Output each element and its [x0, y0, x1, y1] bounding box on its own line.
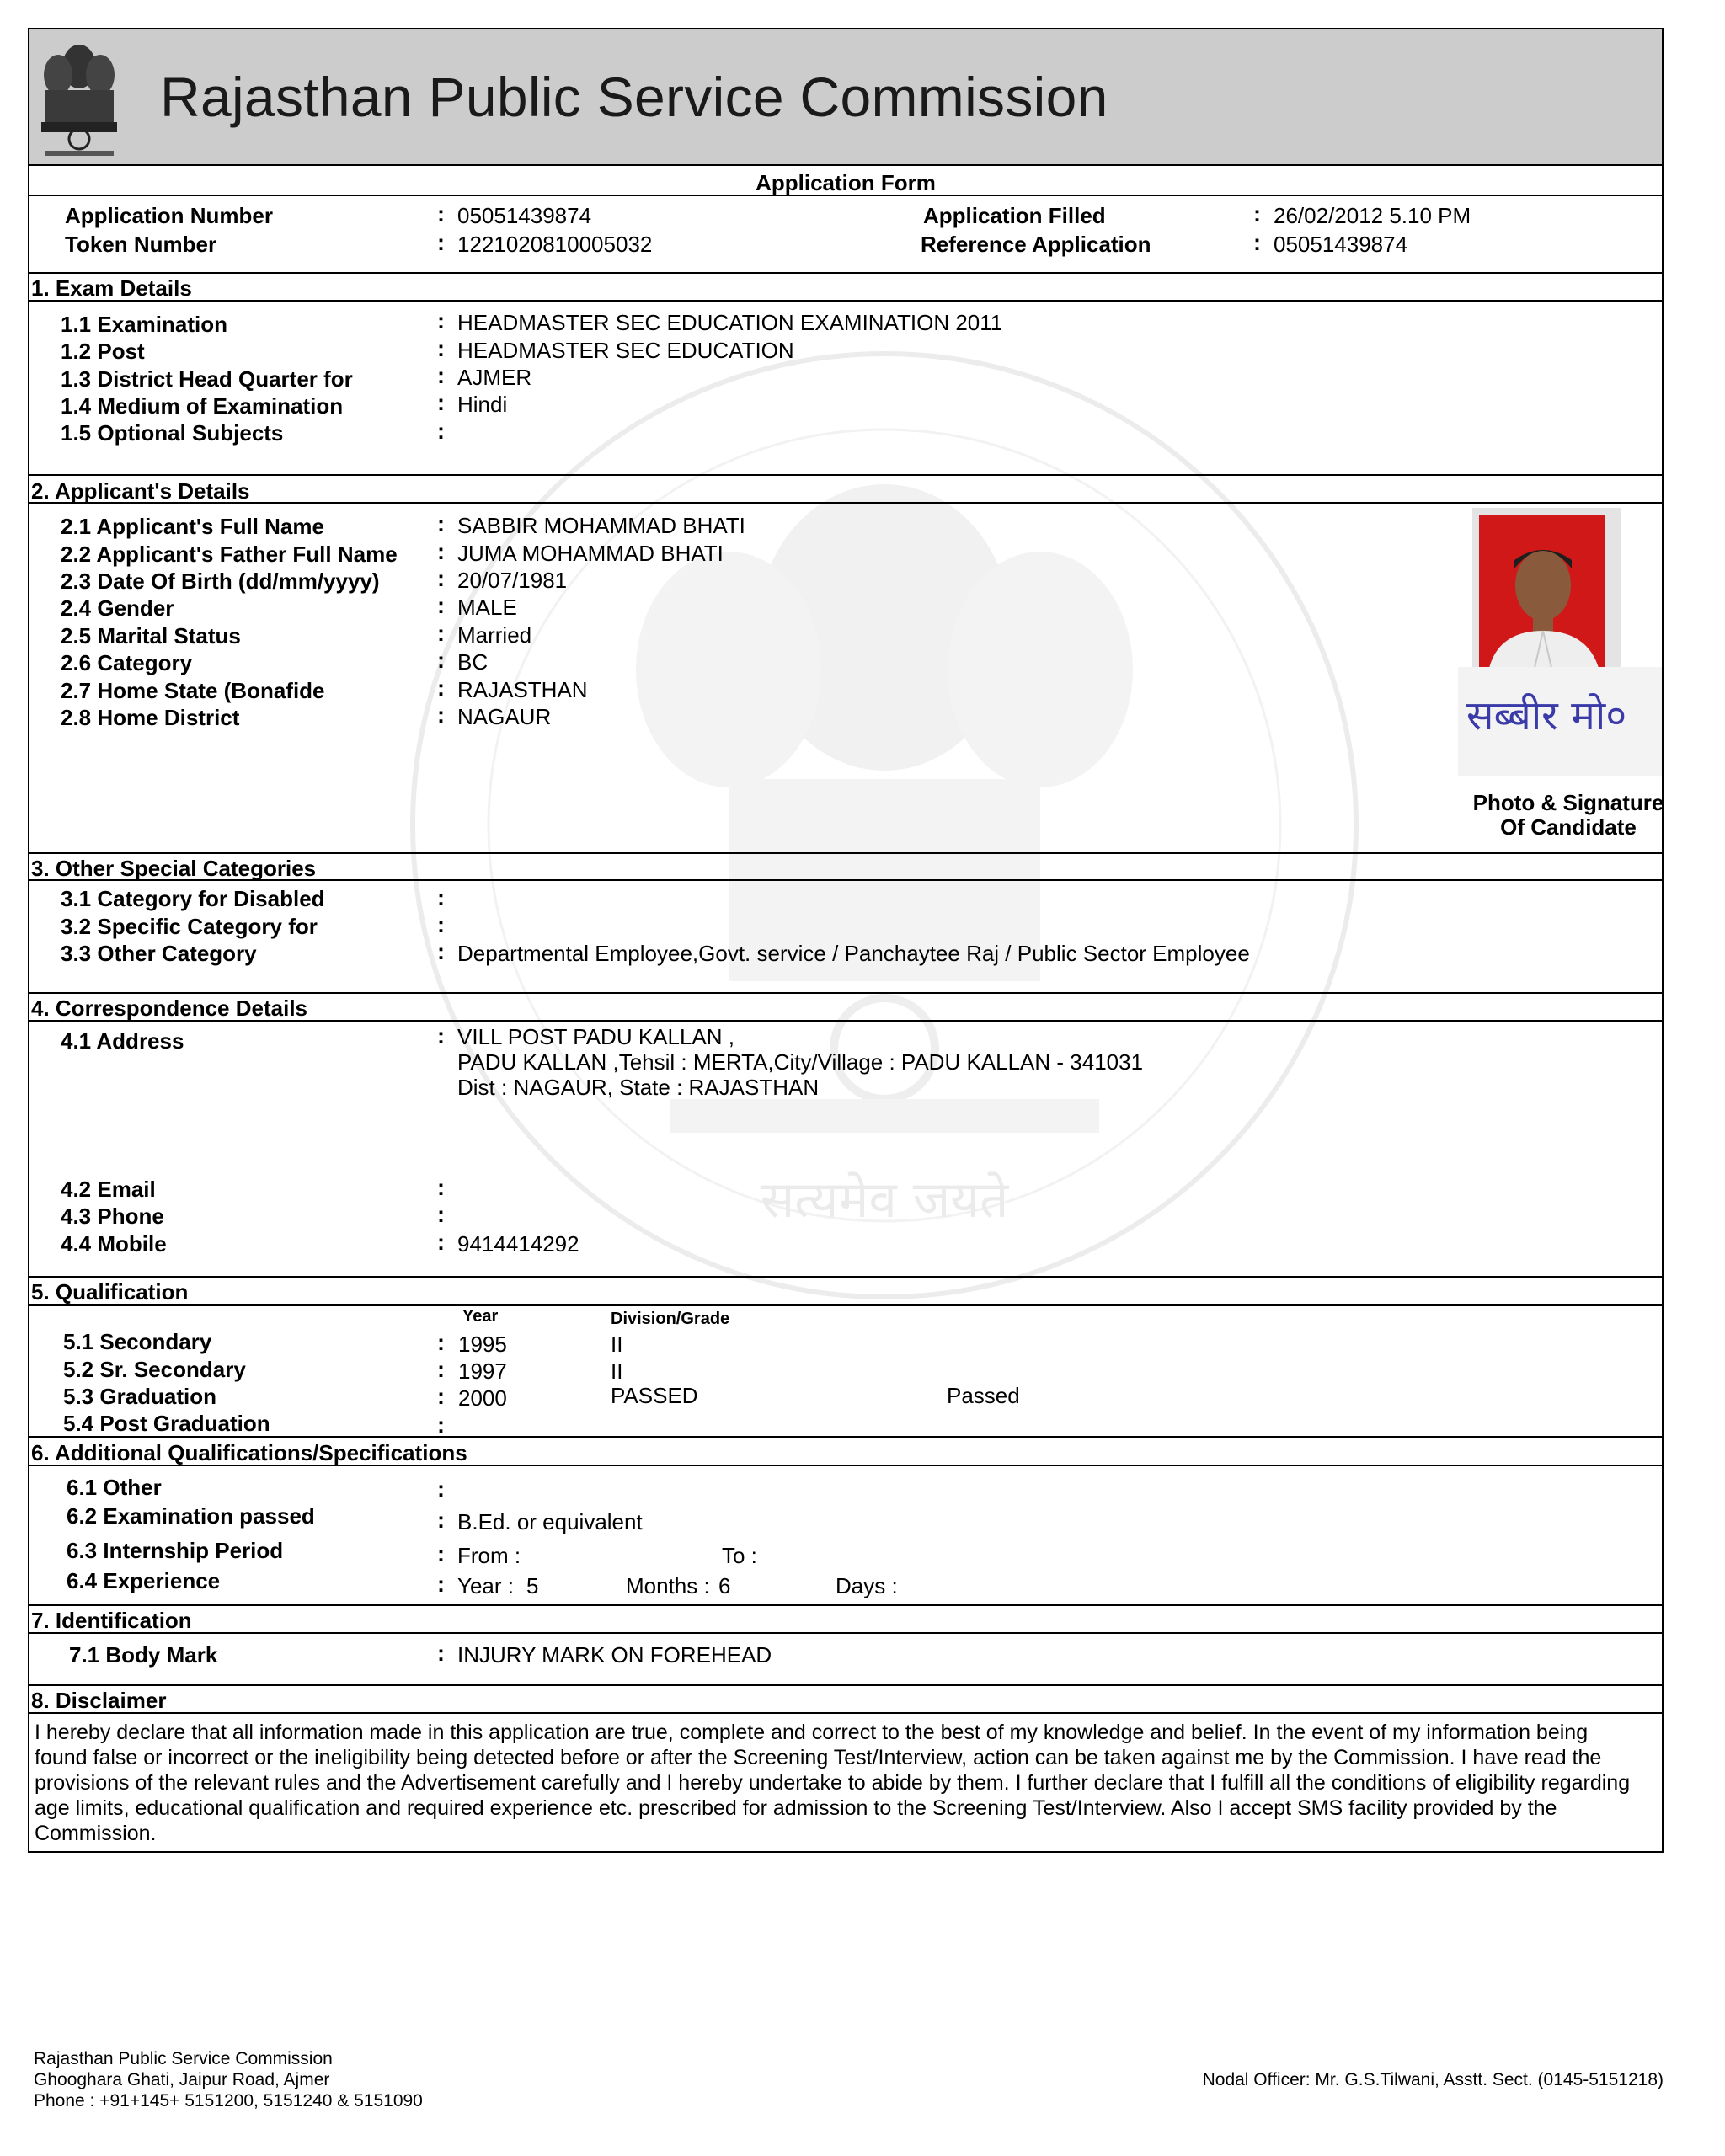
colon: :: [437, 390, 445, 415]
nodal-officer: Nodal Officer: Mr. G.S.Tilwani, Asstt. Sect. (0145-5151218): [1202, 2070, 1664, 2089]
footer-address: [34, 2048, 423, 2111]
colon: :: [437, 939, 445, 964]
experience-days-label: Days :: [836, 1573, 898, 1598]
footer-line: Phone : +91+145+ 5151200, 5151240 & 5151090: [34, 2091, 423, 2111]
experience-months-value: 6: [718, 1573, 731, 1598]
disabled-category-label: 3.1 Category for Disabled: [61, 886, 325, 911]
divider: [29, 879, 1662, 881]
address-label: 4.1 Address: [61, 1028, 184, 1054]
year-column-header: Year: [462, 1307, 499, 1326]
marital-status-value: Married: [457, 622, 532, 648]
organization-title: Rajasthan Public Service Commission: [160, 66, 1108, 128]
father-name-label: 2.2 Applicant's Father Full Name: [61, 542, 398, 567]
phone-label: 4.3 Phone: [61, 1203, 164, 1229]
divider: [29, 852, 1662, 854]
divider: [29, 1712, 1662, 1714]
page-header: [29, 29, 1662, 166]
candidate-signature: [1458, 667, 1662, 776]
other-label: 6.1 Other: [67, 1475, 162, 1500]
colon: :: [437, 885, 445, 910]
qualification-division: PASSED: [611, 1383, 698, 1408]
optional-subjects-label: 1.5 Optional Subjects: [61, 420, 284, 446]
exam-passed-value: B.Ed. or equivalent: [457, 1509, 643, 1534]
photo-caption: [1463, 791, 1674, 840]
divider: [29, 272, 1662, 274]
other-category-label: 3.3 Other Category: [61, 941, 257, 966]
footer-line: Rajasthan Public Service Commission: [34, 2049, 333, 2068]
father-name-value: JUMA MOHAMMAD BHATI: [457, 541, 724, 566]
experience-year-label: Year :: [457, 1573, 514, 1598]
emblem-icon: [33, 31, 126, 162]
colon: :: [437, 363, 445, 388]
qualification-label: 5.1 Secondary: [63, 1329, 212, 1354]
exam-passed-label: 6.2 Examination passed: [67, 1503, 315, 1529]
application-form: [28, 28, 1664, 1853]
address-line-2: PADU KALLAN ,Tehsil : MERTA,City/Village : PADU KALLAN - 341031: [457, 1049, 1144, 1075]
full-name-value: SABBIR MOHAMMAD BHATI: [457, 513, 745, 538]
experience-label: 6.4 Experience: [67, 1568, 221, 1593]
disclaimer-text: I hereby declare that all information made in this application are true, complete and correct to the best of my knowledge and belief. In the event of my information being found false or incorrect or the ineligibility being detected before or after the Screening Test/Interview, action can be taken against me by the Commission. I have read the provisions of the relevant rules and the Advertisement carefully and I hereby undertake to abide by them. I further declare that I fulfill all the conditions of eligibility regarding age limits, educational qualification and required experience etc. prescribed for admission to the Screening Test/Interview. Also I accept SMS facility provided by the Commission.: [35, 1721, 1631, 1845]
section-title-exam-details: 1. Exam Details: [31, 275, 192, 301]
post-value: HEADMASTER SEC EDUCATION: [457, 338, 794, 363]
photo-caption-line2: Of Candidate: [1500, 814, 1637, 840]
colon: :: [437, 1541, 445, 1566]
dob-value: 20/07/1981: [457, 568, 568, 593]
colon: :: [437, 1384, 445, 1409]
qualification-label: 5.4 Post Graduation: [63, 1411, 270, 1436]
colon: :: [437, 308, 445, 334]
gender-value: MALE: [457, 595, 517, 620]
examination-label: 1.1 Examination: [61, 312, 227, 337]
divider: [29, 1684, 1662, 1686]
photo-caption-line1: Photo & Signature: [1472, 790, 1664, 815]
colon: :: [437, 1230, 445, 1255]
address-line-3: Dist : NAGAUR, State : RAJASTHAN: [457, 1075, 820, 1100]
divider: [29, 1304, 1662, 1306]
experience-year-value: 5: [526, 1573, 539, 1598]
internship-from-label: From :: [457, 1543, 521, 1568]
category-value: BC: [457, 649, 489, 675]
colon: :: [437, 539, 445, 564]
reference-application-value: 05051439874: [1274, 232, 1408, 257]
dob-label: 2.3 Date Of Birth (dd/mm/yyyy): [61, 568, 380, 594]
rpsc-watermark-emblem: [366, 307, 1402, 1343]
section-title-disclaimer: 8. Disclaimer: [31, 1688, 167, 1713]
colon: :: [437, 1202, 445, 1227]
district-value: AJMER: [457, 365, 532, 390]
qualification-remark: Passed: [947, 1383, 1020, 1408]
marital-status-label: 2.5 Marital Status: [61, 623, 241, 648]
divider: [29, 1465, 1662, 1466]
home-district-value: NAGAUR: [457, 704, 552, 729]
body-mark-label: 7.1 Body Mark: [69, 1642, 218, 1668]
email-label: 4.2 Email: [61, 1177, 156, 1202]
section-title-additional-qualifications: 6. Additional Qualifications/Specifications: [31, 1440, 467, 1465]
gender-label: 2.4 Gender: [61, 595, 174, 621]
signature-handwriting: सब्बीर मो०: [1466, 692, 1627, 739]
colon: :: [437, 702, 445, 728]
colon: :: [1253, 230, 1261, 255]
qualification-year: 2000: [458, 1385, 507, 1411]
home-district-label: 2.8 Home District: [61, 705, 240, 730]
qualification-label: 5.3 Graduation: [63, 1384, 217, 1409]
divider: [29, 1276, 1662, 1278]
divider: [29, 195, 1662, 196]
qualification-year: 1997: [458, 1358, 507, 1384]
colon: :: [437, 621, 445, 646]
qualification-division: II: [611, 1331, 623, 1357]
category-label: 2.6 Category: [61, 650, 193, 675]
divider: [29, 1020, 1662, 1022]
svg-text:सत्यमेव जयते: सत्यमेव जयते: [760, 1171, 1009, 1230]
divider: [29, 474, 1662, 476]
token-number-value: 1221020810005032: [457, 232, 653, 257]
experience-months-label: Months :: [626, 1573, 710, 1598]
post-label: 1.2 Post: [61, 339, 145, 364]
home-state-label: 2.7 Home State (Bonafide: [61, 678, 325, 703]
colon: :: [437, 912, 445, 937]
colon: :: [437, 1357, 445, 1382]
medium-value: Hindi: [457, 392, 508, 417]
section-title-applicant-details: 2. Applicant's Details: [31, 478, 250, 504]
form-title: Application Form: [756, 170, 936, 195]
divider: [29, 1604, 1662, 1606]
divider: [29, 300, 1662, 302]
section-title-special-categories: 3. Other Special Categories: [31, 856, 317, 881]
colon: :: [437, 1641, 445, 1666]
mobile-label: 4.4 Mobile: [61, 1231, 167, 1257]
qualification-year: 1995: [458, 1331, 507, 1357]
internship-to-label: To :: [722, 1543, 757, 1568]
divider: [29, 992, 1662, 994]
colon: :: [437, 1412, 445, 1438]
footer-line: Ghooghara Ghati, Jaipur Road, Ajmer: [34, 2070, 330, 2089]
colon: :: [1253, 201, 1261, 227]
reference-application-label: Reference Application: [921, 232, 1151, 257]
colon: :: [437, 1175, 445, 1200]
colon: :: [437, 648, 445, 673]
other-category-value: Departmental Employee,Govt. service / Panchaytee Raj / Public Sector Employee: [457, 941, 1250, 966]
colon: :: [437, 1476, 445, 1502]
address-line-1: VILL POST PADU KALLAN ,: [457, 1024, 734, 1049]
colon: :: [437, 230, 445, 255]
colon: :: [437, 1508, 445, 1533]
divider: [29, 1436, 1662, 1438]
application-number-label: Application Number: [65, 203, 274, 228]
full-name-label: 2.1 Applicant's Full Name: [61, 514, 324, 539]
colon: :: [437, 675, 445, 701]
application-number-value: 05051439874: [457, 203, 592, 228]
application-filled-label: Application Filled: [923, 203, 1106, 228]
divider: [29, 502, 1662, 504]
colon: :: [437, 336, 445, 361]
section-title-identification: 7. Identification: [31, 1608, 192, 1633]
divider: [29, 1632, 1662, 1634]
colon: :: [437, 419, 445, 444]
internship-period-label: 6.3 Internship Period: [67, 1538, 284, 1563]
section-title-qualification: 5. Qualification: [31, 1279, 189, 1305]
examination-value: HEADMASTER SEC EDUCATION EXAMINATION 2011: [457, 310, 1003, 335]
division-column-header: Division/Grade: [611, 1310, 730, 1328]
medium-label: 1.4 Medium of Examination: [61, 393, 344, 419]
mobile-value: 9414414292: [457, 1231, 579, 1257]
application-filled-value: 26/02/2012 5.10 PM: [1274, 203, 1471, 228]
specific-category-label: 3.2 Specific Category for: [61, 914, 318, 939]
qualification-division: II: [611, 1358, 623, 1384]
home-state-value: RAJASTHAN: [457, 677, 588, 702]
colon: :: [437, 201, 445, 227]
body-mark-value: INJURY MARK ON FOREHEAD: [457, 1642, 772, 1668]
colon: :: [437, 1023, 445, 1049]
colon: :: [437, 593, 445, 618]
colon: :: [437, 1572, 445, 1597]
district-label: 1.3 District Head Quarter for: [61, 366, 353, 392]
colon: :: [437, 511, 445, 536]
section-title-correspondence: 4. Correspondence Details: [31, 995, 307, 1021]
colon: :: [437, 566, 445, 591]
token-number-label: Token Number: [65, 232, 217, 257]
qualification-label: 5.2 Sr. Secondary: [63, 1357, 246, 1382]
colon: :: [437, 1330, 445, 1355]
